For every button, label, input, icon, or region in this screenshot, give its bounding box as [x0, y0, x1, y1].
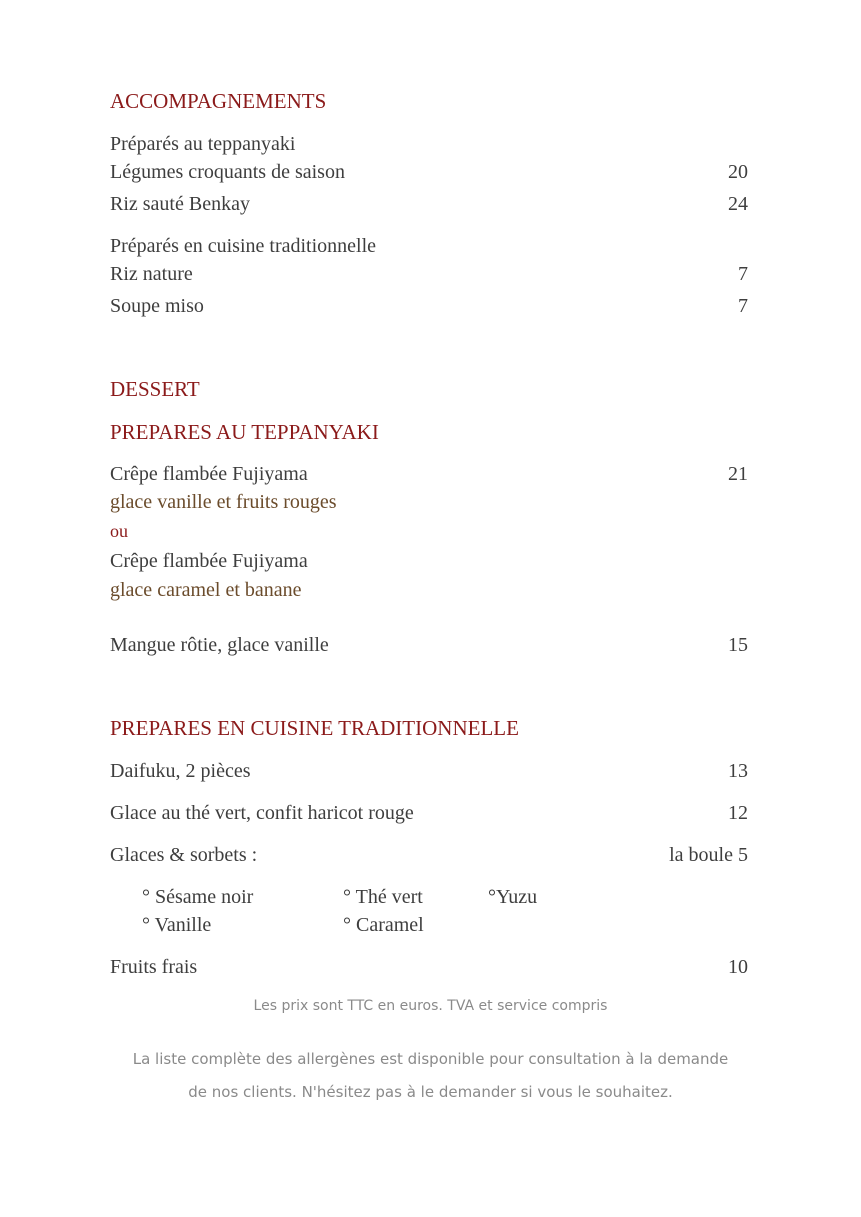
or-separator: ou	[110, 521, 128, 541]
item-desc-crepe-2: glace caramel et banane	[110, 579, 302, 601]
allergen-note-line-1: La liste complète des allergènes est disponible pour consultation à la demande	[132, 1050, 729, 1068]
item-price-riz-nature: 7	[738, 263, 748, 285]
item-price-soupe-miso: 7	[738, 295, 748, 317]
item-price-glace-the: 12	[728, 802, 748, 824]
item-name-legumes: Légumes croquants de saison	[110, 161, 345, 183]
flavor-caramel: ° Caramel	[343, 914, 424, 936]
item-name-fruits: Fruits frais	[110, 956, 198, 978]
subheading-traditionnelle: Préparés en cuisine traditionnelle	[110, 235, 377, 257]
item-price-riz-saute: 24	[728, 193, 748, 215]
flavor-yuzu: °Yuzu	[488, 886, 538, 908]
item-name-riz-nature: Riz nature	[110, 263, 193, 285]
item-name-daifuku: Daifuku, 2 pièces	[110, 760, 251, 782]
flavor-the-vert: ° Thé vert	[343, 886, 423, 908]
item-price-legumes: 20	[728, 161, 748, 183]
section-title-dessert: DESSERT	[110, 377, 200, 401]
item-desc-crepe-1: glace vanille et fruits rouges	[110, 491, 337, 513]
item-price-daifuku: 13	[728, 760, 748, 782]
subheading-teppanyaki: Préparés au teppanyaki	[110, 133, 296, 155]
item-name-crepe-1: Crêpe flambée Fujiyama	[110, 463, 308, 485]
subheading-traditionnelle-dessert: PREPARES EN CUISINE TRADITIONNELLE	[110, 716, 519, 740]
item-price-fruits: 10	[728, 956, 748, 978]
allergen-note-line-2: de nos clients. N'hésitez pas à le demander si vous le souhaitez.	[188, 1083, 673, 1101]
subheading-teppanyaki-dessert: PREPARES AU TEPPANYAKI	[110, 420, 379, 444]
item-price-crepe: 21	[728, 463, 748, 485]
item-name-crepe-2: Crêpe flambée Fujiyama	[110, 550, 308, 572]
item-name-glace-the: Glace au thé vert, confit haricot rouge	[110, 802, 414, 824]
item-name-mangue: Mangue rôtie, glace vanille	[110, 634, 329, 656]
flavor-sesame: ° Sésame noir	[142, 886, 254, 908]
item-price-mangue: 15	[728, 634, 748, 656]
item-name-soupe-miso: Soupe miso	[110, 295, 204, 317]
section-title-accompagnements: ACCOMPAGNEMENTS	[110, 89, 327, 113]
item-price-glaces: la boule 5	[669, 844, 748, 866]
item-name-glaces: Glaces & sorbets :	[110, 844, 258, 866]
flavor-vanille: ° Vanille	[142, 914, 212, 936]
price-note: Les prix sont TTC en euros. TVA et service compris	[253, 998, 608, 1014]
item-name-riz-saute: Riz sauté Benkay	[110, 193, 250, 215]
